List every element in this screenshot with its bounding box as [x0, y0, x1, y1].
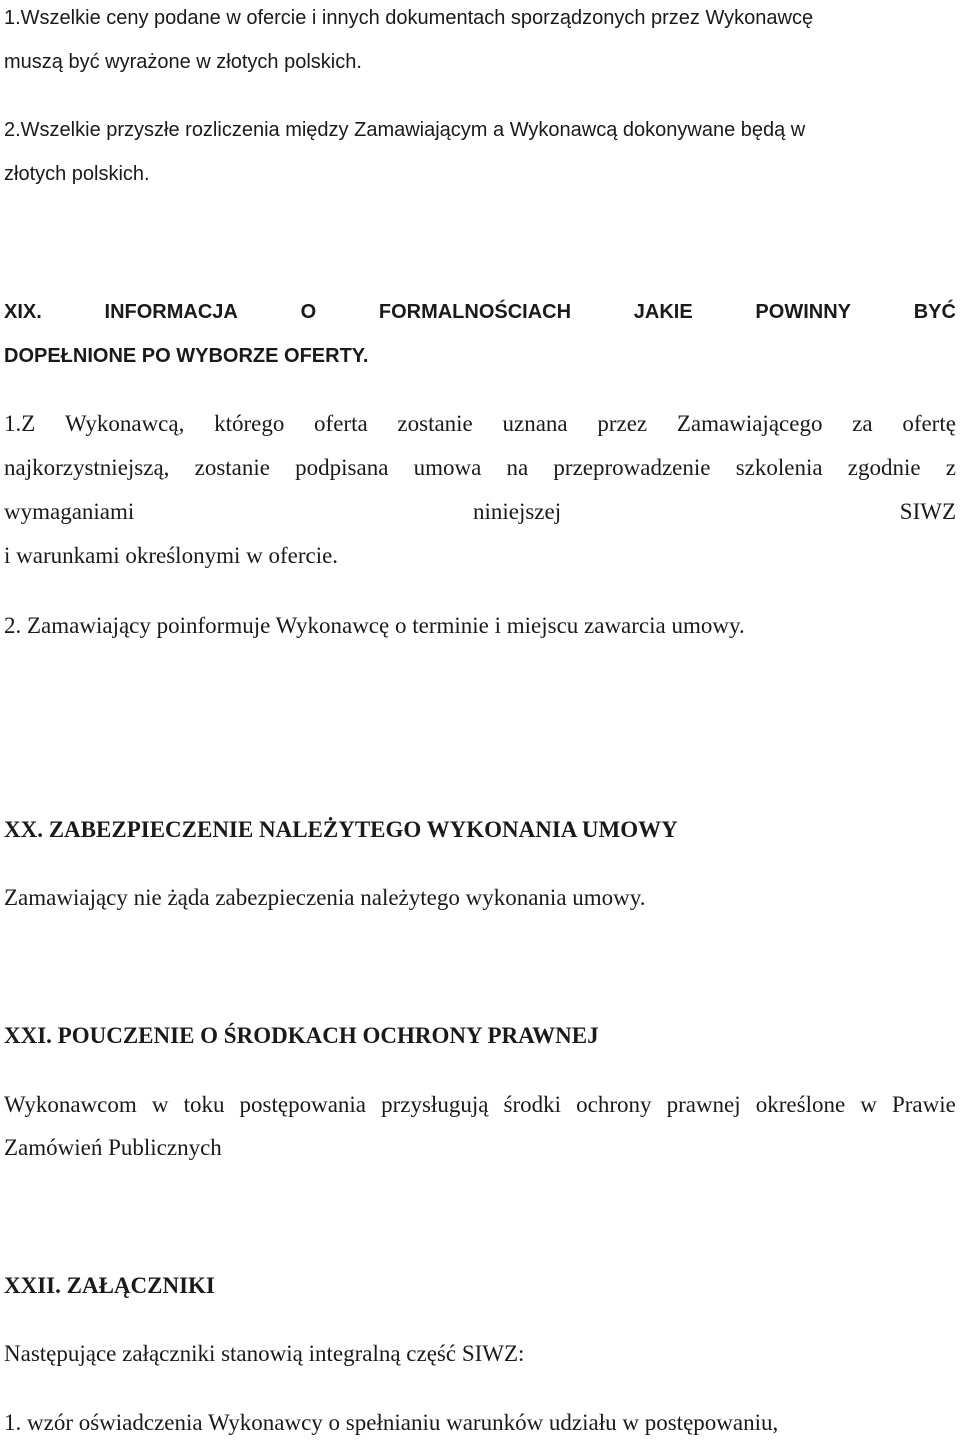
word: w — [860, 1092, 877, 1117]
word: zostanie — [194, 455, 270, 480]
heading-word: INFORMACJA — [104, 301, 238, 323]
word: którego — [214, 411, 285, 436]
heading-word: O — [300, 301, 317, 323]
section-xix-item1-line4: i warunkami określonymi w ofercie. — [4, 543, 339, 568]
word: 1.Z — [4, 411, 36, 436]
section-xxi-text-line2: Zamówień Publicznych — [4, 1135, 222, 1160]
word: ochrony — [576, 1092, 652, 1117]
word: Zamawiającego — [676, 411, 823, 436]
heading-word: POWINNY — [755, 301, 851, 323]
word: zgodnie — [847, 455, 921, 480]
word: Wykonawcom — [4, 1092, 137, 1117]
word: najkorzystniejszą, — [4, 455, 170, 480]
word: niniejszej — [472, 499, 562, 524]
section-xix-heading-line1 — [4, 302, 956, 322]
section-xxi-text-line1 — [4, 1093, 956, 1116]
heading-word: JAKIE — [633, 301, 693, 323]
word: uznana — [502, 411, 568, 436]
section-xxii-item1: 1. wzór oświadczenia Wykonawcy o spełnianiu warunków udziału w postępowaniu, — [4, 1410, 779, 1435]
paragraph-currency-line1: 1.Wszelkie ceny podane w ofercie i innych dokumentach sporządzonych przez Wykonawcę — [4, 7, 814, 29]
section-xxii-intro: Następujące załączniki stanowią integralną część SIWZ: — [4, 1341, 525, 1366]
paragraph-currency-line2: muszą być wyrażone w złotych polskich. — [4, 51, 362, 73]
word: środki — [503, 1092, 562, 1117]
word: przysługują — [381, 1092, 489, 1117]
word: na — [506, 455, 529, 480]
word: określone — [755, 1092, 846, 1117]
word: przeprowadzenie — [553, 455, 711, 480]
word: w — [151, 1092, 169, 1117]
word: przez — [597, 411, 648, 436]
heading-word: FORMALNOŚCIACH — [378, 301, 572, 323]
word: szkolenia — [735, 455, 823, 480]
word: SIWZ — [899, 499, 956, 524]
word: Wykonawcą, — [65, 411, 185, 436]
word: oferta — [314, 411, 368, 436]
section-xix-heading-line2: DOPEŁNIONE PO WYBORZE OFERTY. — [4, 345, 369, 367]
section-xix-item2: 2. Zamawiający poinformuje Wykonawcę o terminie i miejscu zawarcia umowy. — [4, 613, 745, 638]
paragraph-settlement-line1: 2.Wszelkie przyszłe rozliczenia między Zamawiającym a Wykonawcą dokonywane będą w — [4, 119, 806, 141]
heading-word: XIX. — [4, 301, 42, 323]
paragraph-settlement-line2: złotych polskich. — [4, 163, 150, 185]
section-xix-item1-line1 — [4, 412, 956, 435]
word: podpisana — [295, 455, 389, 480]
word: za — [852, 411, 873, 436]
word: Prawie — [891, 1092, 956, 1117]
section-xix-item1-line3 — [4, 500, 956, 523]
section-xx-text: Zamawiający nie żąda zabezpieczenia należytego wykonania umowy. — [4, 885, 646, 910]
section-xx-heading: XX. ZABEZPIECZENIE NALEŻYTEGO WYKONANIA UMOWY — [4, 817, 678, 842]
heading-word: BYĆ — [913, 301, 956, 323]
section-xix-item1-line2 — [4, 456, 956, 479]
word: toku — [183, 1092, 225, 1117]
section-xxi-heading: XXI. POUCZENIE O ŚRODKACH OCHRONY PRAWNEJ — [4, 1023, 599, 1048]
word: wymaganiami — [4, 499, 135, 524]
word: zostanie — [397, 411, 473, 436]
word: ofertę — [902, 411, 956, 436]
word: z — [945, 455, 956, 480]
section-xxii-heading: XXII. ZAŁĄCZNIKI — [4, 1273, 215, 1298]
word: umowa — [413, 455, 482, 480]
word: prawnej — [666, 1092, 741, 1117]
word: postępowania — [239, 1092, 367, 1117]
